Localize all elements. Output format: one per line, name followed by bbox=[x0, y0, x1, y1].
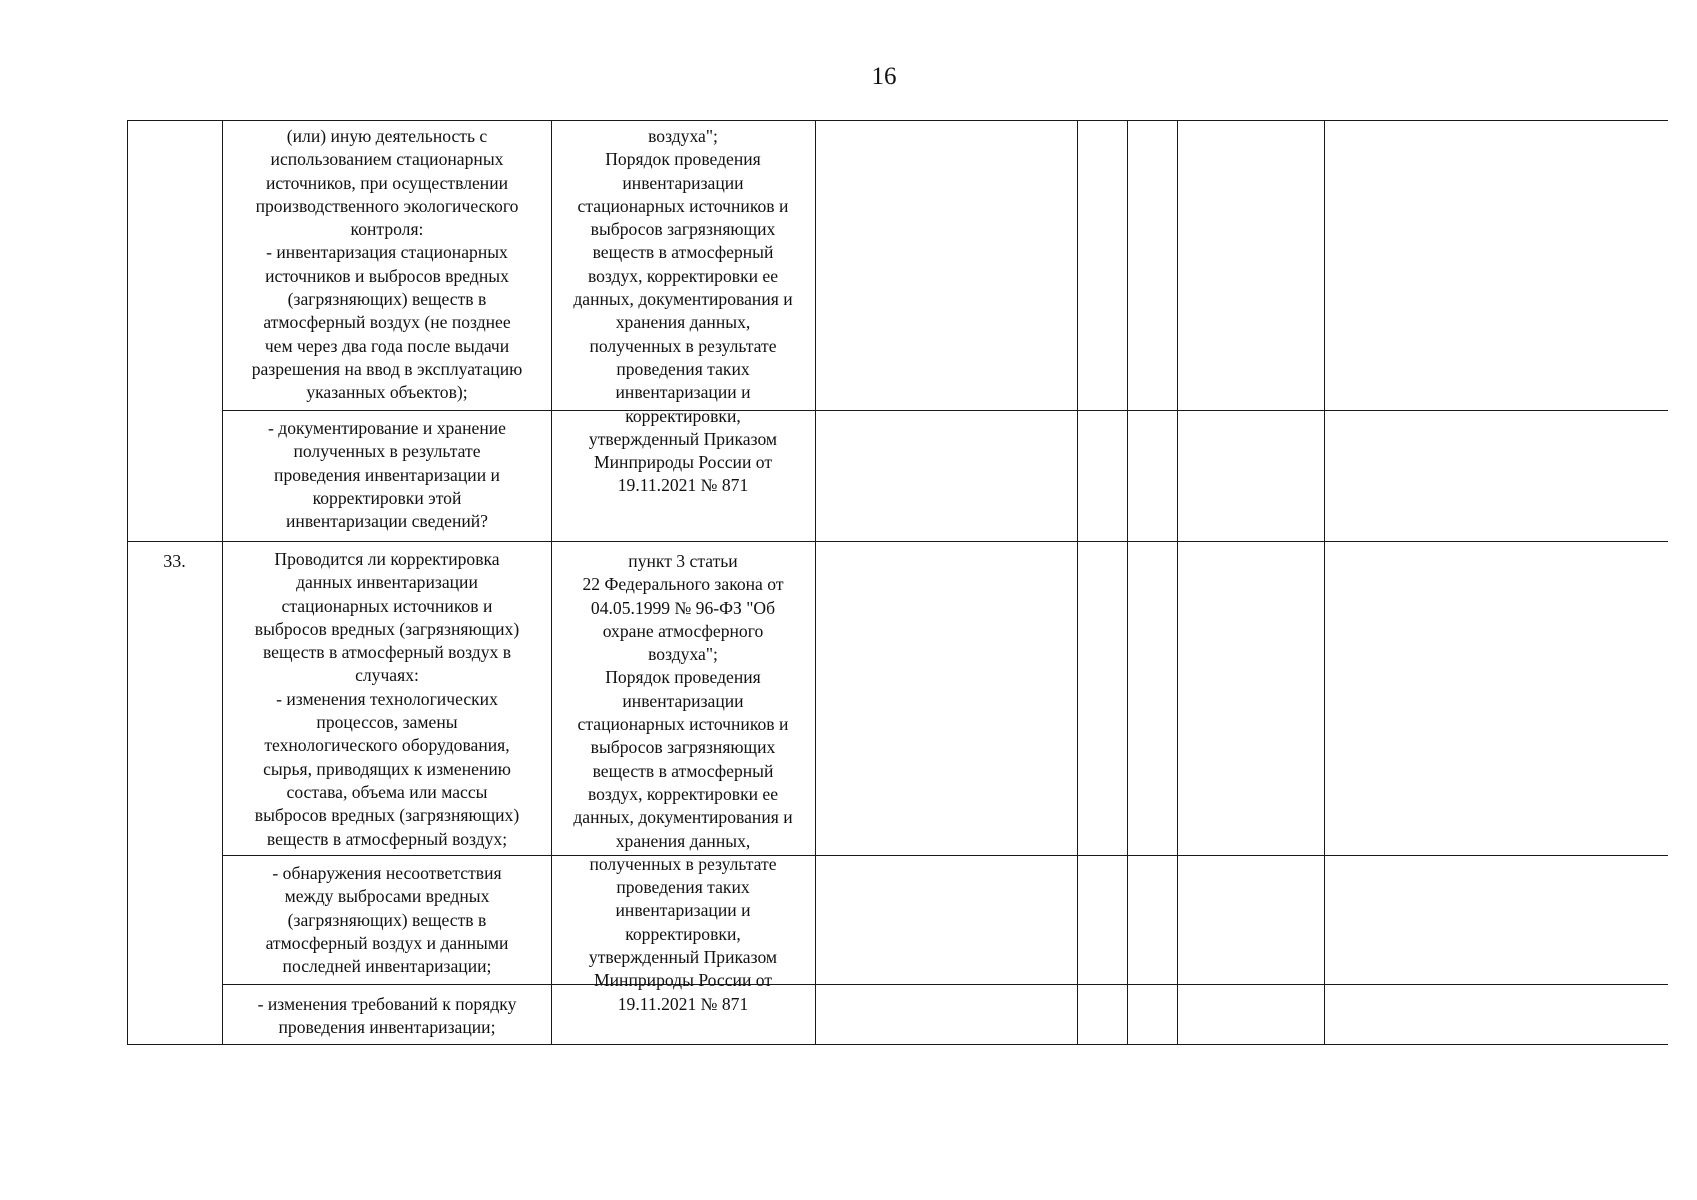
col-border-3 bbox=[815, 120, 816, 1045]
row-divider-1-sub bbox=[222, 410, 1668, 411]
page-number: 16 bbox=[871, 63, 897, 90]
row-divider-33-sub2 bbox=[222, 984, 1668, 985]
row-divider-32-33 bbox=[127, 541, 1668, 542]
col-border-4 bbox=[1077, 120, 1078, 1045]
col-border-6 bbox=[1177, 120, 1178, 1045]
question-cell: - обнаружения несоответствия между выбросами вредных (загрязняющих) веществ в атмосферный воздух и данными последней инвентаризации; bbox=[265, 863, 509, 977]
question-cell: - изменения требований к порядку проведения инвентаризации; bbox=[257, 994, 517, 1038]
legal-basis-cell: воздуха"; Порядок проведения инвентаризации стационарных источников и выбросов загрязняющих веществ в атмосферный воздух, корректировки ее данных, документирования и хранения данных, полученных в результате проведения таких инвентаризации и корректировки, утвержденный Приказом Минприроды России от 19.11.2021 № 871 bbox=[573, 126, 793, 496]
row-number: 33. bbox=[163, 551, 186, 571]
question-cell: (или) иную деятельность с использованием стационарных источников, при осуществлении производственного экологического контроля: - инвентаризация стационарных источников и выбросов вредных (загрязняющих) веществ в атмосферный воздух (не позднее чем через два года после выдачи разрешения на ввод в эксплуатацию указанных объектов); bbox=[251, 126, 523, 403]
question-cell: - документирование и хранение полученных в результате проведения инвентаризации и корректировки этой инвентаризации сведений? bbox=[268, 418, 506, 532]
col-border-0 bbox=[127, 120, 128, 1045]
checklist-table bbox=[127, 120, 1668, 1046]
question-cell: Проводится ли корректировка данных инвентаризации стационарных источников и выбросов вредных (загрязняющих) веществ в атмосферный воздух в случаях: - изменения технологических процессов, замены технологического оборудования, сырья, приводящих к изменению состава, объема или массы выбросов вредных (загрязняющих) веществ в атмосферный воздух; bbox=[254, 549, 520, 849]
row-divider-33-sub1 bbox=[222, 855, 1668, 856]
col-border-5 bbox=[1127, 120, 1128, 1045]
col-border-7 bbox=[1324, 120, 1325, 1045]
table-bottom-border bbox=[127, 1044, 1668, 1045]
legal-basis-cell: пункт 3 статьи 22 Федерального закона от 04.05.1999 № 96-ФЗ "Об охране атмосферного воздуха"; Порядок проведения инвентаризации стационарных источников и выбросов загрязняющих веществ в атмосферный воздух, корректировки ее данных, документирования и хранения данных, полученных в результате проведения таких инвентаризации и корректировки, утвержденный Приказом Минприроды России от 19.11.2021 № 871 bbox=[573, 551, 793, 1014]
table-top-border bbox=[127, 120, 1668, 121]
